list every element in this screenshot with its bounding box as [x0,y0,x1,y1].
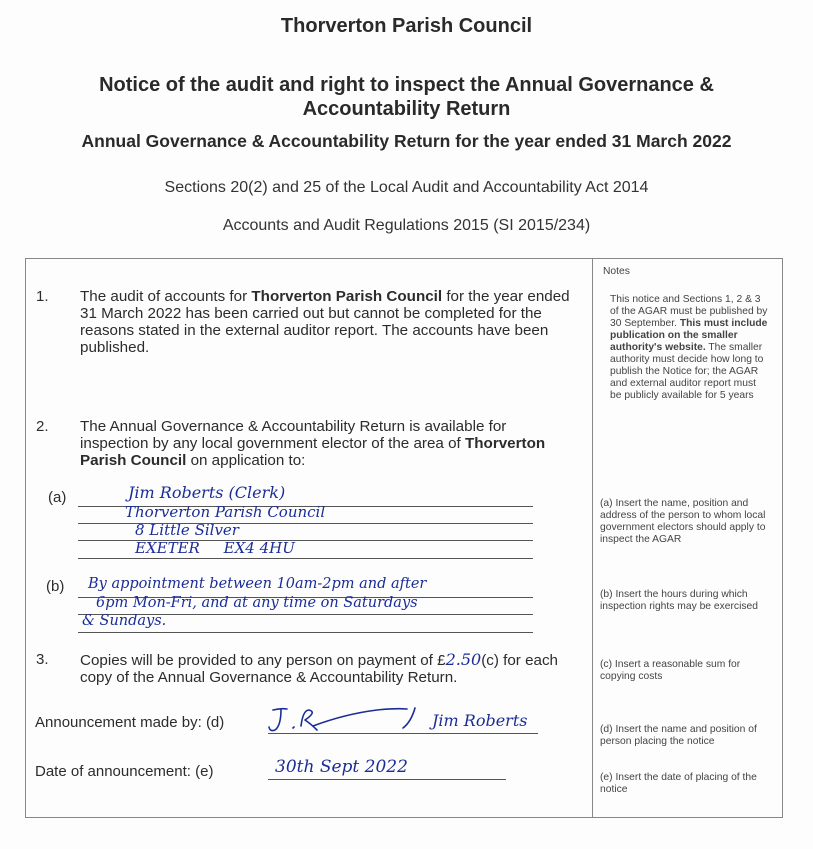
item-3-number: 3. [36,651,49,668]
date-line [268,779,506,780]
item-1-text: The audit of accounts for Thorverton Parish Council for the year ended 31 March 2022 has been carried out but cannot be completed for the reasons stated in the external auditor report. The accounts have been published. [80,288,570,356]
announcement-date: 30th Sept 2022 [275,757,408,777]
field-a-address-3: EXETER EX4 4HU [135,539,295,557]
field-b-hours-3: & Sundays. [82,613,167,629]
notes-divider [592,258,593,818]
note-publication: This notice and Sections 1, 2 & 3 of the AGAR must be published by 30 September. This must include publication on the smaller authority's website. The smaller authority must decide how long to publish the Notice for; the AGAR and external auditor report must be publicly available for 5 years [610,294,768,401]
announcer-name: Jim Roberts [432,711,528,730]
notes-heading: Notes [603,266,630,277]
field-a-name: Jim Roberts (Clerk) [128,483,286,502]
field-a-address-2: 8 Little Silver [135,521,239,539]
copy-fee-amount: 2.50 [445,650,482,669]
announcement-label: Announcement made by: (d) [35,714,225,731]
signature-mark [265,700,435,738]
field-b-hours-2: 6pm Mon-Fri, and at any time on Saturdays [96,595,418,611]
council-name-inline: Thorverton Parish Council [251,288,443,305]
field-a-line-4 [78,558,533,559]
field-b-hours-1: By appointment between 10am-2pm and after [88,576,427,592]
field-b-line-3 [78,632,533,633]
council-name: Thorverton Parish Council [280,15,533,37]
date-label: Date of announcement: (e) [35,763,214,780]
act-reference: Sections 20(2) and 25 of the Local Audit and Accountability Act 2014 [164,179,649,196]
note-a: (a) Insert the name, position and address of the person to whom local government electors should apply to inspect the AGAR [600,498,766,545]
regulations-reference: Accounts and Audit Regulations 2015 (SI 2015/234) [222,217,591,234]
notice-title: Notice of the audit and right to inspect the Annual Governance & Accountability Return [99,74,714,120]
item-3-text: Copies will be provided to any person on payment of £2.50(c) for each copy of the Annual Governance & Accountability Return. [80,650,559,686]
note-d: (d) Insert the name and position of person placing the notice [600,724,757,747]
notice-subtitle: Annual Governance & Accountability Return for the year ended 31 March 2022 [81,131,732,151]
field-b-label: (b) [46,578,65,595]
item-1-number: 1. [36,288,49,305]
field-a-address-1: Thorverton Parish Council [125,503,326,521]
council-name-inline: Thorverton Parish Council [80,435,546,469]
item-2-number: 2. [36,418,49,435]
note-e: (e) Insert the date of placing of the notice [600,772,757,795]
item-2-text: The Annual Governance & Accountability Return is available for inspection by any local government elector of the area of Thorverton Parish Council on application to: [80,418,546,469]
note-b: (b) Insert the hours during which inspection rights may be exercised [600,589,758,612]
field-a-label: (a) [48,489,67,506]
note-c: (c) Insert a reasonable sum for copying costs [600,659,741,682]
